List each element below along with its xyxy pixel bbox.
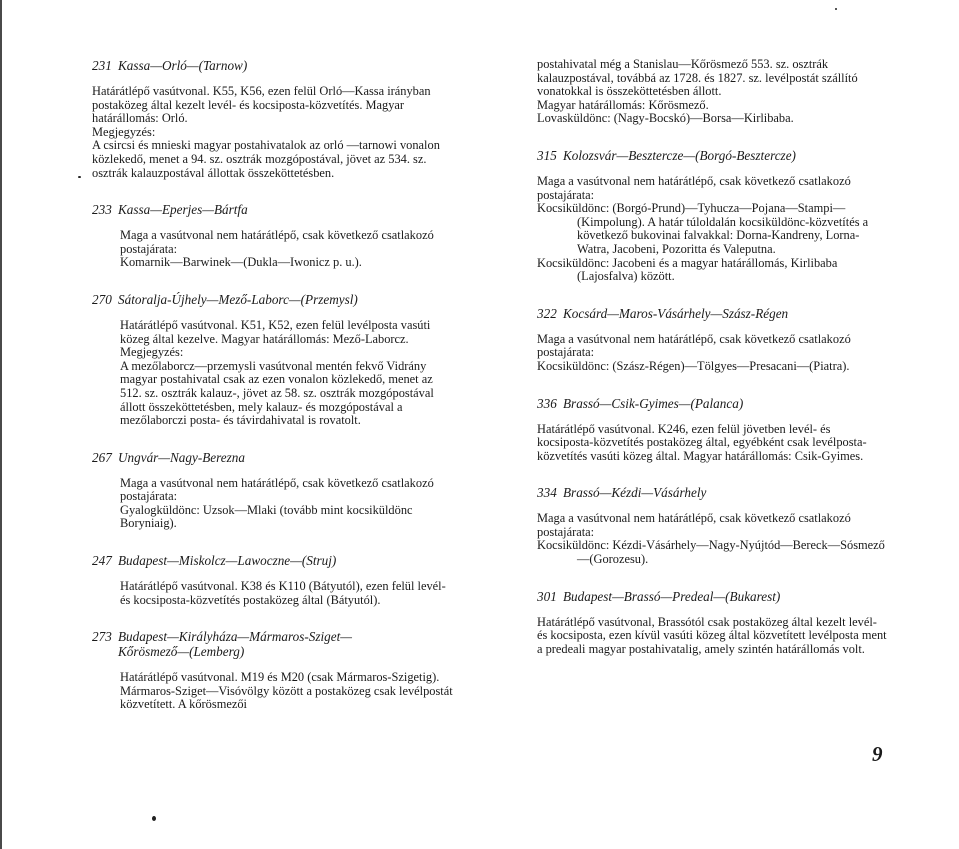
entry-number: 336 [537, 395, 557, 411]
entry-continuation [537, 58, 887, 126]
entry-number: 233 [92, 202, 112, 218]
paragraph: Lovasküldönc: (Nagy-Bocskó)—Borsa—Kirlibaba. [537, 111, 794, 126]
title-line: Budapest—Királyháza—Mármaros-Sziget— [118, 629, 352, 645]
paragraph: postahivatal még a Stanislau—Kőrösmező 553. sz. osztrák kalauzpostával, továbbá az 1728. és 1827. sz. levélpostát szállító vonatokkal is összeköttetésben állott. [537, 57, 858, 99]
paragraph: Határátlépő vasútvonal. K55, K56, ezen felül Orló—Kassa irányban postaközeg által kezelt levél- és kocsiposta-közvetítés. Magyar határállomás: Orló. [92, 84, 431, 126]
entry-body [92, 319, 457, 428]
entry-title [563, 306, 887, 321]
page-number: 9 [872, 742, 883, 766]
entry-231 [92, 58, 457, 180]
ink-speck [835, 8, 837, 10]
entry-247 [92, 553, 457, 607]
entry-270 [92, 292, 457, 428]
entry-315 [537, 148, 887, 284]
entry-title [118, 292, 457, 307]
entry-267 [92, 450, 457, 531]
entry-336 [537, 396, 887, 464]
entry-heading [537, 396, 887, 411]
entry-233 [92, 202, 457, 270]
paragraph: A csircsi és mnieski magyar postahivatalok az orló —tarnowi vonalon közlekedő, menet a 94. sz. osztrák mozgópostával, jövet az 534. sz. osztrák kalauzpostával állottak összeköttetésben. [92, 138, 440, 180]
paragraph: Maga a vasútvonal nem határátlépő, csak következő csatlakozó postajárata: [537, 331, 851, 360]
entry-title [563, 396, 887, 411]
paragraph: Kocsiküldönc: (Szász-Régen)—Tölgyes—Presacani—(Piatra). [537, 358, 850, 373]
entry-number: 301 [537, 588, 557, 604]
entry-title [563, 485, 887, 500]
ink-speck [152, 816, 156, 821]
entry-number: 270 [92, 291, 112, 307]
paragraph: Határátlépő vasútvonal, Brassótól csak postaközeg által kezelt levél- és kocsiposta, ezen kívül vasúti közeg által közvetített levélposta ment a predeali magyar postahivatalig, amely szintén határállomás volt. [537, 614, 887, 656]
title-line: Kocsárd—Maros-Vásárhely—Szász-Régen [563, 305, 789, 321]
paragraph: Magyar határállomás: Kőrösmező. [537, 97, 709, 112]
title-line: Kolozsvár—Besztercze—(Borgó-Besztercze) [563, 147, 796, 163]
entry-heading [92, 58, 457, 73]
entry-number: 322 [537, 305, 557, 321]
entry-heading [92, 450, 457, 465]
paragraph: Maga a vasútvonal nem határátlépő, csak következő csatlakozó postajárata: [537, 173, 851, 202]
entry-body [92, 477, 457, 531]
paragraph: Kocsiküldönc: Kézdi-Vásárhely—Nagy-Nyújtód—Bereck—Sósmező—(Gorozesu). [537, 538, 885, 567]
entry-body [92, 580, 457, 607]
entry-title [118, 450, 457, 465]
entry-body [537, 512, 887, 566]
entry-title [563, 589, 887, 604]
entry-number: 273 [92, 629, 112, 645]
title-line: Sátoralja-Újhely—Mező-Laborc—(Przemysl) [118, 291, 358, 307]
entry-heading [537, 485, 887, 500]
entry-body [92, 671, 457, 712]
title-line: Ungvár—Nagy-Berezna [118, 449, 245, 465]
entry-number: 247 [92, 553, 112, 569]
entry-301 [537, 589, 887, 657]
entry-title [118, 553, 457, 568]
title-line: Budapest—Miskolcz—Lawoczne—(Struj) [118, 553, 337, 569]
right-column [537, 58, 887, 678]
paragraph: A mezőlaborcz—przemysli vasútvonal mentén fekvő Vidrány magyar postahivatal csak az ezen vonalon közlekedő, menet az 512. sz. osztrák kalauz-, jövet az 58. sz. osztrák mozgópostával állott összeköttetésben, mely kalauz- és mozgópostával a mezőlaborczi posta- és távirdahivatal is rovatolt. [120, 358, 434, 428]
entry-heading [92, 553, 457, 568]
entry-body [537, 58, 887, 126]
entry-heading [92, 292, 457, 307]
note-label: Megjegyzés: [92, 124, 156, 139]
paragraph: Gyalogküldönc: Uzsok—Mlaki (tovább mint kocsiküldönc Boryniaig). [120, 502, 413, 531]
paragraph: Határátlépő vasútvonal. K246, ezen felül jövetben levél- és kocsiposta-közvetítés postaközeg által, egyébként csak levélposta-közvetítés vasúti közeg által. Magyar határállomás: Csik-Gyimes. [537, 421, 867, 463]
entry-body [92, 85, 457, 180]
ink-speck [78, 176, 81, 178]
entry-273 [92, 629, 457, 712]
entry-body [537, 423, 887, 464]
paragraph: Határátlépő vasútvonal. M19 és M20 (csak Mármaros-Szigetig). Mármaros-Sziget—Visóvölgy között a postaközeg csak levélpostát közvetített. A kőrösmezői [120, 670, 453, 712]
entry-322 [537, 306, 887, 374]
title-line: Kassa—Orló—(Tarnow) [118, 58, 248, 73]
entry-body [537, 616, 887, 657]
entry-heading [537, 148, 887, 163]
paragraph: Kocsiküldönc: (Borgó-Prund)—Tyhucza—Pojana—Stampi—(Kimpolung). A határ túloldalán kocsiküldönc-közvetítés a következő bukovinai falvakkal: Dorna-Kandreny, Lorna-Watra, Jacobeni, Pozoritta és Valeputna. [537, 201, 869, 256]
entry-title [563, 148, 887, 163]
paragraph: Maga a vasútvonal nem határátlépő, csak következő csatlakozó postajárata: [120, 475, 434, 504]
entry-number: 334 [537, 485, 557, 501]
entry-number: 231 [92, 58, 112, 73]
title-line: Kassa—Eperjes—Bártfa [118, 202, 248, 218]
paragraph: Határátlépő vasútvonal. K38 és K110 (Bátyutól), ezen felül levél- és kocsiposta-közvetítés postaközeg által (Bátyutól). [120, 579, 446, 607]
entry-title [118, 202, 457, 217]
paragraph: Kocsiküldönc: Jacobeni és a magyar határállomás, Kirlibaba (Lajosfalva) között. [537, 255, 838, 284]
entry-number: 267 [92, 449, 112, 465]
title-line: Budapest—Brassó—Predeal—(Bukarest) [563, 588, 781, 604]
entry-body [537, 333, 887, 374]
paragraph: Maga a vasútvonal nem határátlépő, csak következő csatlakozó postajárata: [120, 228, 434, 256]
title-line: Brassó—Csik-Gyimes—(Palanca) [563, 395, 744, 411]
entry-title [118, 629, 457, 659]
entry-heading [92, 629, 457, 659]
title-line: Kőrösmező—(Lemberg) [118, 644, 245, 660]
entry-heading [92, 202, 457, 217]
entry-number: 315 [537, 147, 557, 163]
entry-body [92, 229, 457, 270]
paragraph: Határátlépő vasútvonal. K51, K52, ezen felül levélposta vasúti közeg által kezelve. Magyar határállomás: Mező-Laborcz. [120, 317, 431, 346]
left-column [92, 58, 457, 734]
entry-heading [537, 306, 887, 321]
paragraph: Maga a vasútvonal nem határátlépő, csak következő csatlakozó postajárata: [537, 511, 851, 539]
entry-title [118, 58, 457, 73]
entry-334 [537, 485, 887, 566]
page-edge [0, 0, 2, 849]
entry-body [537, 175, 887, 284]
paragraph: Komarnik—Barwinek—(Dukla—Iwonicz p. u.). [120, 255, 362, 270]
entry-heading [537, 589, 887, 604]
note-label: Megjegyzés: [120, 345, 184, 360]
title-line: Brassó—Kézdi—Vásárhely [563, 485, 707, 501]
